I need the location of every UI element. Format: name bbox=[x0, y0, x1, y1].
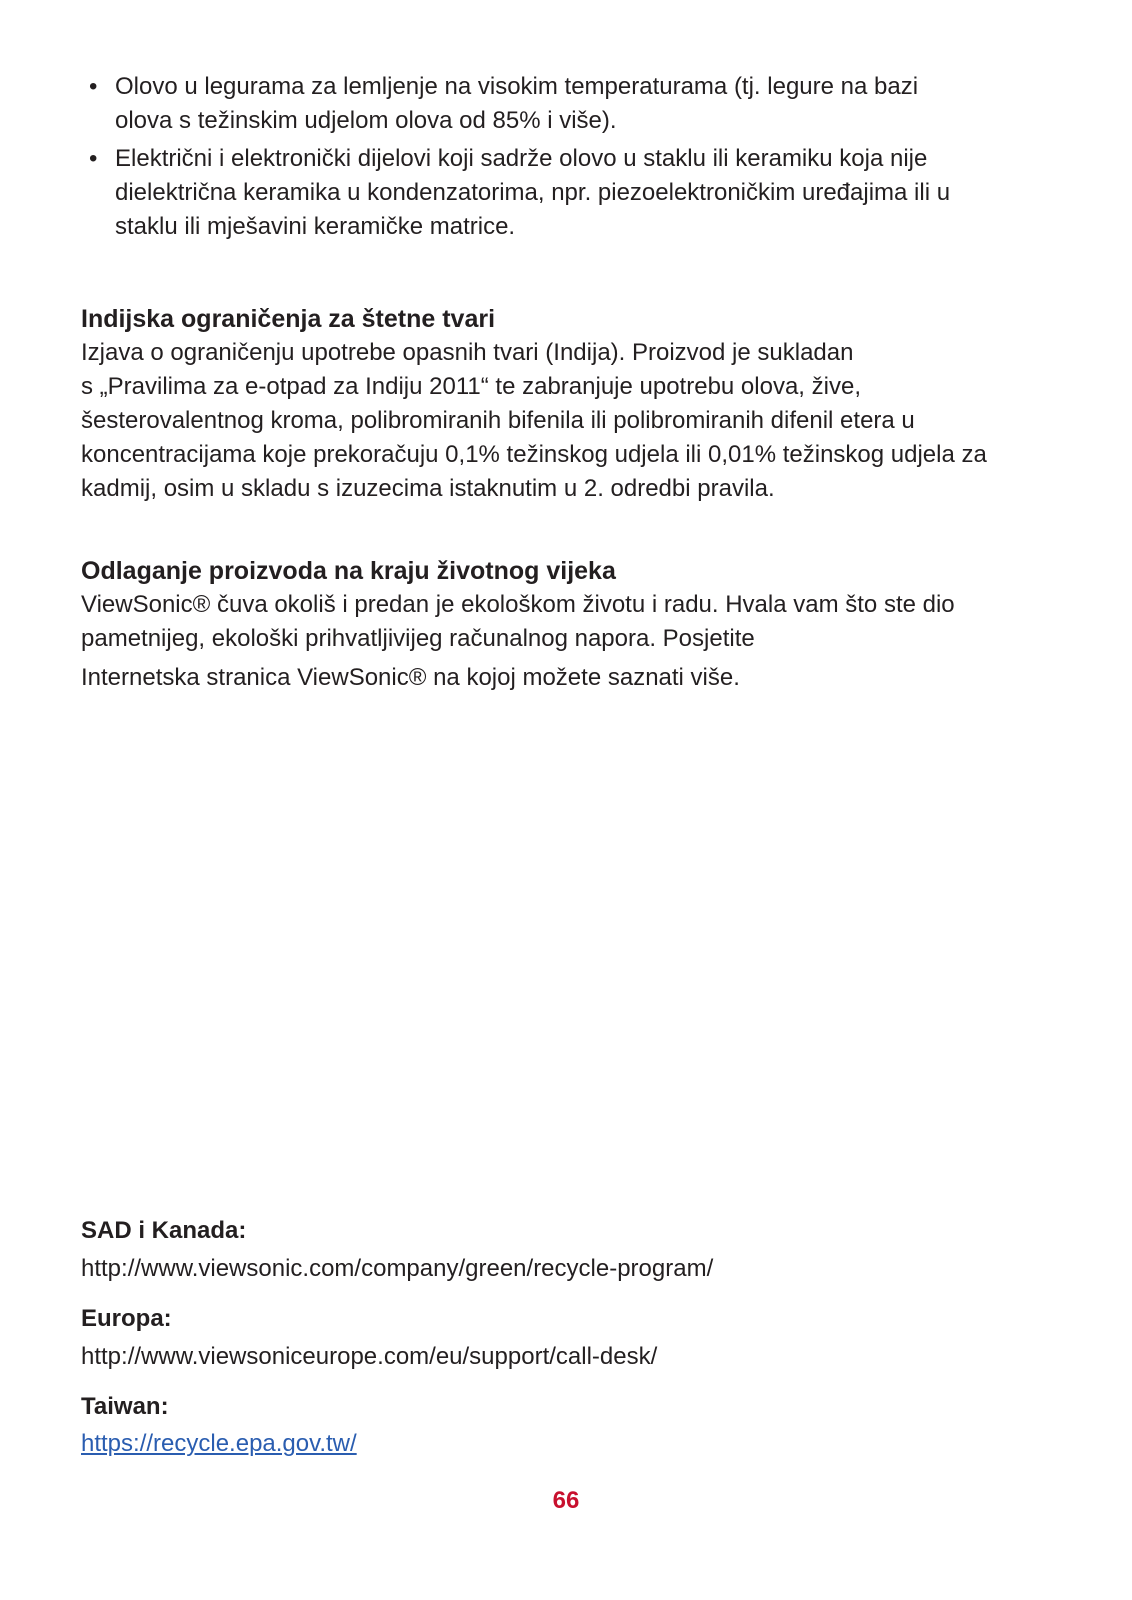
list-item bbox=[81, 70, 1061, 138]
region-label-taiwan: Taiwan: bbox=[81, 1393, 169, 1420]
bullet-icon: • bbox=[89, 73, 98, 100]
bullet-text-line: olova s težinskim udjelom olova od 85% i više). bbox=[115, 107, 617, 134]
bullet-icon: • bbox=[89, 145, 98, 172]
recycle-url-taiwan-container bbox=[81, 1427, 357, 1461]
paragraph-line: pametnijeg, ekološki prihvatljivijeg računalnog napora. Posjetite bbox=[81, 625, 755, 652]
section-heading: Indijska ograničenja za štetne tvari bbox=[81, 305, 496, 333]
section-paragraph bbox=[81, 336, 1081, 506]
paragraph-line: s „Pravilima za e-otpad za Indiju 2011“ te zabranjuje upotrebu olova, žive, bbox=[81, 373, 861, 400]
document-page bbox=[81, 70, 1061, 1457]
bullet-text-line: dielektrična keramika u kondenzatorima, npr. piezoelektroničkim uređajima ili u bbox=[115, 179, 951, 206]
recycle-link-taiwan[interactable]: https://recycle.epa.gov.tw/ bbox=[81, 1430, 357, 1457]
paragraph-line: šesterovalentnog kroma, polibromiranih bifenila ili polibromiranih difenil etera u bbox=[81, 407, 915, 434]
section-paragraph bbox=[81, 588, 1081, 695]
bullet-text-line: Olovo u legurama za lemljenje na visokim temperaturama (tj. legure na bazi bbox=[115, 73, 919, 100]
paragraph-line: kadmij, osim u skladu s izuzecima istaknutim u 2. odredbi pravila. bbox=[81, 475, 775, 502]
paragraph-line: ViewSonic® čuva okoliš i predan je ekološkom životu i radu. Hvala vam što ste dio bbox=[81, 591, 955, 618]
section-heading: Odlaganje proizvoda na kraju životnog vijeka bbox=[81, 557, 616, 585]
end-of-life-disposal-section bbox=[81, 554, 1081, 1457]
recycle-url-europe: http://www.viewsoniceurope.com/eu/support/call-desk/ bbox=[81, 1343, 658, 1370]
paragraph-line: Izjava o ograničenju upotrebe opasnih tvari (Indija). Proizvod je sukladan bbox=[81, 339, 854, 366]
bullet-list bbox=[81, 70, 1061, 244]
region-label-europe: Europa: bbox=[81, 1305, 172, 1332]
page-number: 66 bbox=[552, 1487, 580, 1514]
list-item bbox=[81, 142, 1061, 244]
region-label-usa-canada: SAD i Kanada: bbox=[81, 1217, 247, 1244]
bullet-text-line: Električni i elektronički dijelovi koji sadrže olovo u staklu ili keramiku koja nije bbox=[115, 145, 928, 172]
bullet-text-line: staklu ili mješavini keramičke matrice. bbox=[115, 213, 516, 240]
recycle-url-usa-canada: http://www.viewsonic.com/company/green/recycle-program/ bbox=[81, 1255, 714, 1282]
paragraph-line: koncentracijama koje prekoračuju 0,1% težinskog udjela ili 0,01% težinskog udjela za bbox=[81, 441, 987, 468]
india-restrictions-section bbox=[81, 302, 1081, 506]
paragraph-line: Internetska stranica ViewSonic® na kojoj možete saznati više. bbox=[81, 664, 740, 691]
